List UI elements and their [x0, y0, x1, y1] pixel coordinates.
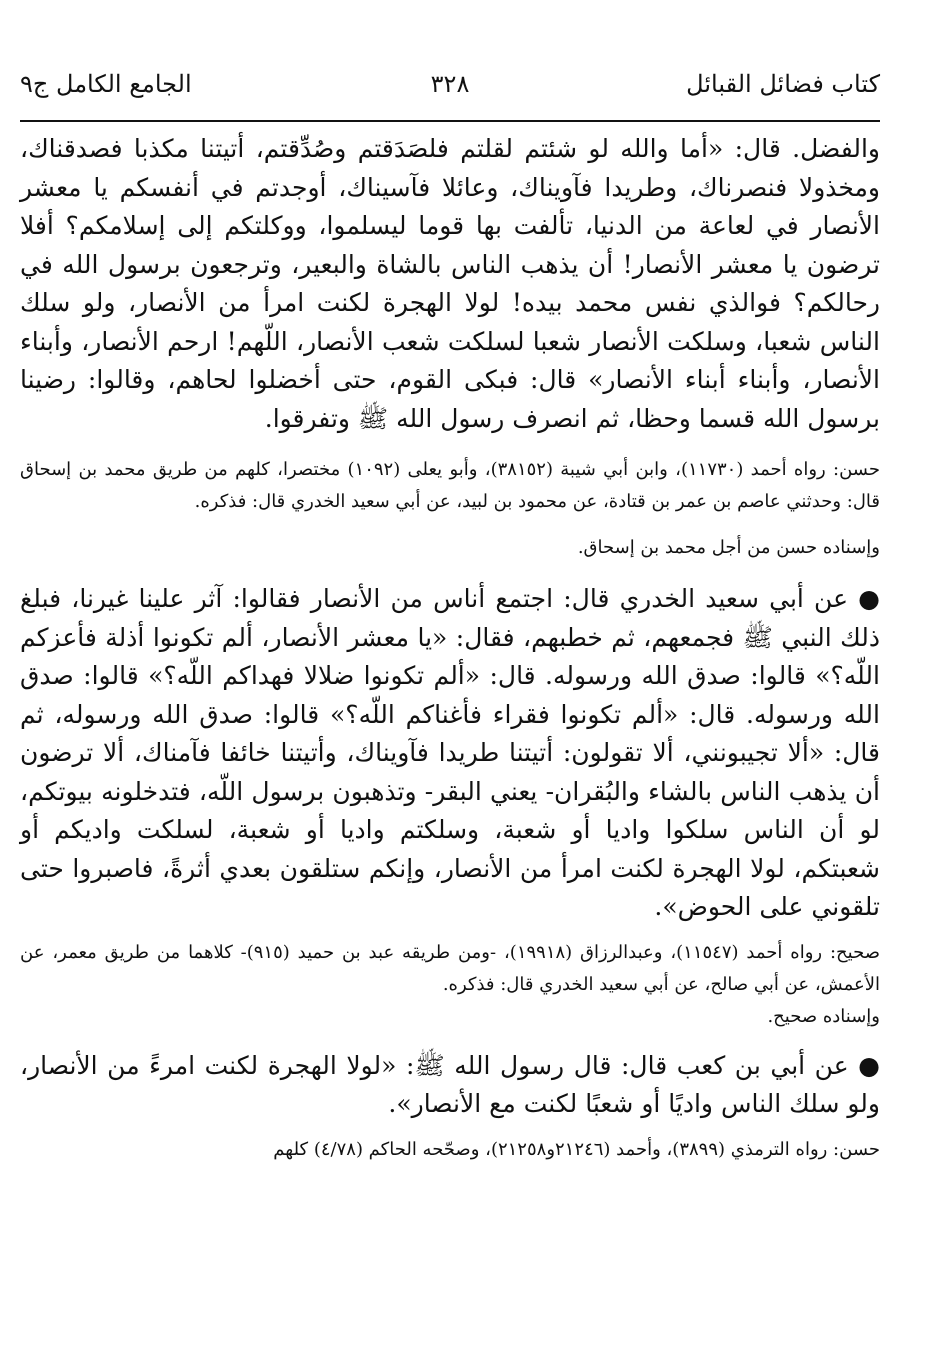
chapter-title: كتاب فضائل القبائل	[686, 70, 880, 98]
hadith-ubayy: ● عن أبي بن كعب قال: قال رسول الله ﷺ: «لولا الهجرة لكنت امرءً من الأنصار، ولو سلك الناس واديًا أو شعبًا لكنت مع الأنصار».	[20, 1050, 880, 1118]
takhrij-note: صحيح: رواه أحمد (١١٥٤٧)، وعبدالرزاق (١٩٩١٨)، -ومن طريقه عبد بن حميد (٩١٥)- كلاهما من طريق معمر، عن الأعمش، عن أبي صالح، عن أبي سعيد الخدري قال: فذكره.	[20, 941, 881, 995]
book-title: الجامع الكامل ج٩	[20, 70, 192, 98]
book-page	[20, 66, 880, 1166]
takhrij-note: حسن: رواه أحمد (١١٧٣٠)، وابن أبي شيبة (٣٨١٥٢)، وأبو يعلى (١٠٩٢) مختصرا، كلهم من طريق محمد بن إسحاق قال: وحدثني عاصم بن عمر بن قتادة، عن محمود بن لبيد، عن أبي سعيد الخدري قال: فذكره.	[20, 459, 880, 512]
isnad-grade-note: وإسناده حسن من أجل محمد بن إسحاق.	[577, 537, 880, 558]
hadith-text-continued: والفضل. قال: «أما والله لو شئتم لقلتم فلصَدَقتم وصُدِّقتم، أتيتنا مكذبا فصدقناك، ومخذولا فنصرناك، وطريدا فآويناك، وعائلا فآسيناك، أوجدتم في أنفسكم يا معشر الأنصار في لعاعة من الدنيا، تألفت بها قوما ليسلموا، ووكلتكم إلى إسلامكم؟ أفلا ترضون يا معشر الأنصار! أن يذهب الناس بالشاة والبعير، وترجعون برسول الله في رحالكم؟ فوالذي نفس محمد بيده! لولا الهجرة لكنت امرأ من الأنصار، ولو سلك الناس شعبا، وسلكت الأنصار شعبا لسلكت شعب الأنصار، اللّهم! ارحم الأنصار، وأبناء الأنصار، وأبناء أبناء الأنصار» قال: فبكى القوم، حتى أخضلوا لحاهم، وقالوا: رضينا برسول الله قسما وحظا، ثم انصرف رسول الله ﷺ وتفرقوا.	[20, 134, 880, 433]
header-rule	[20, 120, 880, 122]
page-number: ٣٢٨	[430, 70, 470, 98]
page-header	[20, 66, 880, 114]
hadith-abu-said: ● عن أبي سعيد الخدري قال: اجتمع أناس من الأنصار فقالوا: آثر علينا غيرنا، فبلغ ذلك النبي ﷺ فجمعهم، ثم خطبهم، فقال: «يا معشر الأنصار، ألم تكونوا أذلة فأعزكم اللّه؟» قالوا: صدق الله ورسوله. قال: «ألم تكونوا ضلالا فهداكم اللّه؟» قالوا: صدق الله ورسوله. قال: «ألم تكونوا فقراء فأغناكم اللّه؟» قالوا: صدق الله ورسوله، ثم قال: «ألا تجيبونني، ألا تقولون: أتيتنا طريدا فآويناك، وأتيتنا خائفا فآمناك، ألا ترضون أن يذهب الناس بالشاء والبُقران- يعني البقر- وتذهبون برسول اللّه، فتدخلونه بيوتكم، لو أن الناس سلكوا واديا أو شعبة، وسلكتم واديا أو شعبة، لسلكت واديكم أو شعبتكم، لولا الهجرة لكنت امرأ من الأنصار، وإنكم ستلقون بعدي أثرةً، فاصبروا حتى تلقوني على الحوض».	[20, 584, 880, 921]
takhrij-note: حسن: رواه الترمذي (٣٨٩٩)، وأحمد (٢١٢٤٦و٢١٢٥٨)، وصحّحه الحاكم (٤/٧٨) كلهم	[273, 1138, 880, 1160]
isnad-grade-note: وإسناده صحيح.	[767, 1005, 880, 1027]
